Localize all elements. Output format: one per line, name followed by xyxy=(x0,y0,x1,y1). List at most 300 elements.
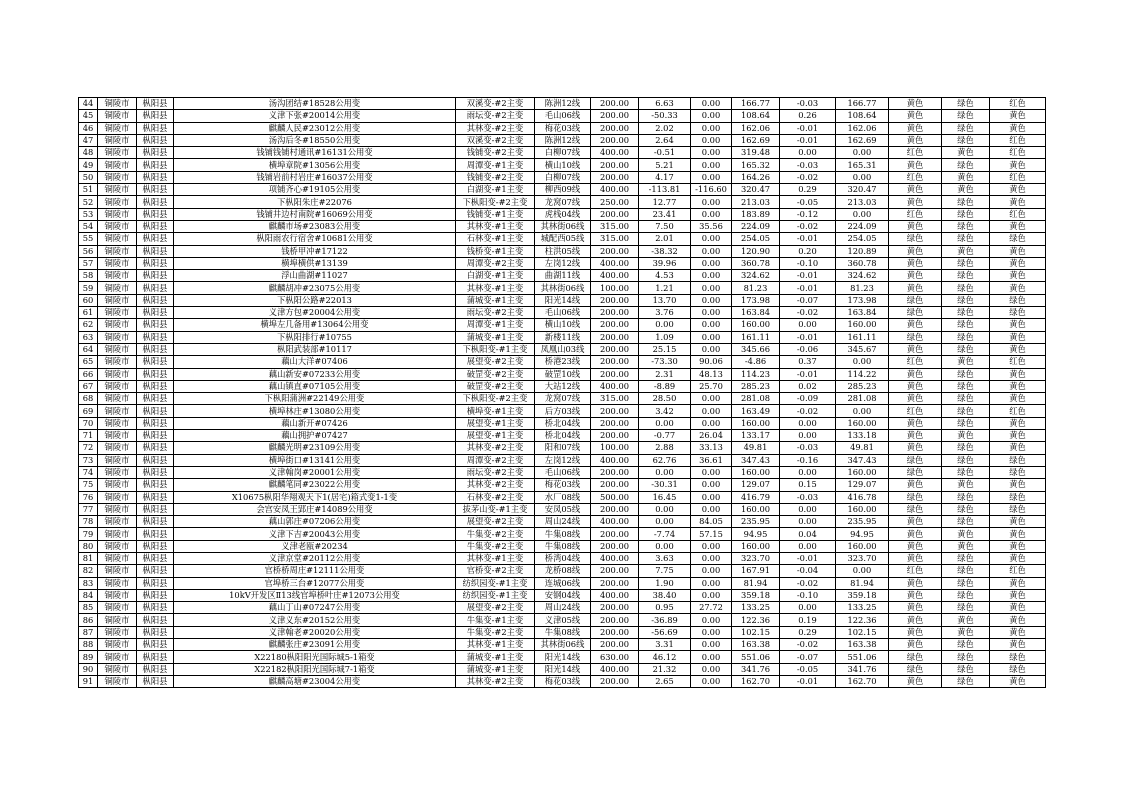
city-cell: 铜陵市 xyxy=(98,552,137,564)
county-cell: 枞阳县 xyxy=(137,282,174,294)
city-cell: 铜陵市 xyxy=(98,294,137,306)
county-cell: 枞阳县 xyxy=(137,639,174,651)
value-c-cell: 163.84 xyxy=(732,307,780,319)
transformer-name-cell: 藕山新开#07426 xyxy=(174,417,456,429)
status-3-cell: 黄色 xyxy=(990,393,1046,405)
status-1-cell: 黄色 xyxy=(889,245,942,257)
county-cell: 枞阳县 xyxy=(137,589,174,601)
substation-cell: 展望变-#2主变 xyxy=(456,516,535,528)
feeder-line-cell: 龙桥08线 xyxy=(535,565,591,577)
value-e-cell: 102.15 xyxy=(836,626,889,638)
table-row xyxy=(79,675,1046,687)
table-row xyxy=(79,171,1046,183)
value-e-cell: 359.18 xyxy=(836,589,889,601)
transformer-name-cell: 藕山大洋#07406 xyxy=(174,356,456,368)
status-2-cell: 黄色 xyxy=(942,184,990,196)
value-a-cell: 7.75 xyxy=(639,565,691,577)
value-b-cell: 0.00 xyxy=(691,343,732,355)
value-e-cell: 114.22 xyxy=(836,368,889,380)
capacity-cell: 400.00 xyxy=(591,552,639,564)
value-d-cell: 0.00 xyxy=(780,503,836,515)
transformer-name-cell: 义津下吉#20043公用变 xyxy=(174,528,456,540)
city-cell: 铜陵市 xyxy=(98,171,137,183)
value-b-cell: 48.13 xyxy=(691,368,732,380)
table-row xyxy=(79,577,1046,589)
status-2-cell: 绿色 xyxy=(942,466,990,478)
value-d-cell: -0.03 xyxy=(780,159,836,171)
city-cell: 铜陵市 xyxy=(98,184,137,196)
status-2-cell: 绿色 xyxy=(942,675,990,687)
status-1-cell: 黄色 xyxy=(889,110,942,122)
value-b-cell: 0.00 xyxy=(691,491,732,503)
value-b-cell: 0.00 xyxy=(691,663,732,675)
value-c-cell: 235.95 xyxy=(732,516,780,528)
value-e-cell: 81.23 xyxy=(836,282,889,294)
table-row xyxy=(79,233,1046,245)
row-index-cell: 73 xyxy=(79,454,98,466)
county-cell: 枞阳县 xyxy=(137,159,174,171)
status-3-cell: 黄色 xyxy=(990,639,1046,651)
status-1-cell: 黄色 xyxy=(889,614,942,626)
value-a-cell: 4.53 xyxy=(639,270,691,282)
county-cell: 枞阳县 xyxy=(137,393,174,405)
value-d-cell: -0.05 xyxy=(780,196,836,208)
value-d-cell: -0.01 xyxy=(780,282,836,294)
value-e-cell: 160.00 xyxy=(836,466,889,478)
row-index-cell: 50 xyxy=(79,171,98,183)
row-index-cell: 79 xyxy=(79,528,98,540)
value-d-cell: 0.37 xyxy=(780,356,836,368)
table-row xyxy=(79,245,1046,257)
status-2-cell: 黄色 xyxy=(942,528,990,540)
status-1-cell: 黄色 xyxy=(889,380,942,392)
row-index-cell: 54 xyxy=(79,220,98,232)
city-cell: 铜陵市 xyxy=(98,307,137,319)
feeder-line-cell: 柳西09线 xyxy=(535,184,591,196)
row-index-cell: 70 xyxy=(79,417,98,429)
row-index-cell: 69 xyxy=(79,405,98,417)
transformer-name-cell: 麒麟市场#23083公用变 xyxy=(174,220,456,232)
status-2-cell: 绿色 xyxy=(942,405,990,417)
capacity-cell: 400.00 xyxy=(591,380,639,392)
status-1-cell: 黄色 xyxy=(889,479,942,491)
value-a-cell: 39.96 xyxy=(639,257,691,269)
row-index-cell: 62 xyxy=(79,319,98,331)
feeder-line-cell: 陈洲12线 xyxy=(535,98,591,110)
county-cell: 枞阳县 xyxy=(137,626,174,638)
status-1-cell: 红色 xyxy=(889,147,942,159)
status-3-cell: 绿色 xyxy=(990,294,1046,306)
value-b-cell: 0.00 xyxy=(691,245,732,257)
row-index-cell: 66 xyxy=(79,368,98,380)
value-c-cell: 114.23 xyxy=(732,368,780,380)
status-2-cell: 黄色 xyxy=(942,171,990,183)
status-1-cell: 黄色 xyxy=(889,196,942,208)
value-d-cell: -0.03 xyxy=(780,98,836,110)
value-c-cell: 167.91 xyxy=(732,565,780,577)
county-cell: 枞阳县 xyxy=(137,516,174,528)
value-c-cell: 254.05 xyxy=(732,233,780,245)
value-d-cell: -0.04 xyxy=(780,565,836,577)
value-a-cell: -8.89 xyxy=(639,380,691,392)
value-d-cell: 0.29 xyxy=(780,184,836,196)
status-3-cell: 红色 xyxy=(990,134,1046,146)
city-cell: 铜陵市 xyxy=(98,602,137,614)
row-index-cell: 86 xyxy=(79,614,98,626)
value-e-cell: 160.00 xyxy=(836,503,889,515)
capacity-cell: 100.00 xyxy=(591,442,639,454)
substation-cell: 蒲城变-#1主变 xyxy=(456,331,535,343)
status-3-cell: 黄色 xyxy=(990,516,1046,528)
feeder-line-cell: 牛集08线 xyxy=(535,528,591,540)
capacity-cell: 200.00 xyxy=(591,159,639,171)
status-2-cell: 绿色 xyxy=(942,122,990,134)
value-b-cell: 0.00 xyxy=(691,405,732,417)
status-3-cell: 黄色 xyxy=(990,159,1046,171)
value-a-cell: 0.00 xyxy=(639,540,691,552)
feeder-line-cell: 阳光14线 xyxy=(535,651,591,663)
value-b-cell: 0.00 xyxy=(691,393,732,405)
status-1-cell: 黄色 xyxy=(889,540,942,552)
feeder-line-cell: 曲湖11线 xyxy=(535,270,591,282)
value-d-cell: -0.07 xyxy=(780,294,836,306)
value-e-cell: 163.84 xyxy=(836,307,889,319)
transformer-name-cell: 下枞阳蒲洲#22149公用变 xyxy=(174,393,456,405)
city-cell: 铜陵市 xyxy=(98,110,137,122)
value-a-cell: 0.00 xyxy=(639,503,691,515)
county-cell: 枞阳县 xyxy=(137,134,174,146)
status-1-cell: 黄色 xyxy=(889,602,942,614)
row-index-cell: 64 xyxy=(79,343,98,355)
value-e-cell: 416.78 xyxy=(836,491,889,503)
value-d-cell: -0.01 xyxy=(780,331,836,343)
county-cell: 枞阳县 xyxy=(137,245,174,257)
value-d-cell: 0.00 xyxy=(780,540,836,552)
value-b-cell: 0.00 xyxy=(691,589,732,601)
capacity-cell: 630.00 xyxy=(591,651,639,663)
value-b-cell: -116.60 xyxy=(691,184,732,196)
value-c-cell: 163.38 xyxy=(732,639,780,651)
status-3-cell: 绿色 xyxy=(990,663,1046,675)
table-row xyxy=(79,417,1046,429)
value-d-cell: 0.02 xyxy=(780,380,836,392)
value-a-cell: 1.90 xyxy=(639,577,691,589)
transformer-name-cell: 义津下张#20014公用变 xyxy=(174,110,456,122)
row-index-cell: 90 xyxy=(79,663,98,675)
city-cell: 铜陵市 xyxy=(98,233,137,245)
status-3-cell: 黄色 xyxy=(990,196,1046,208)
value-e-cell: 323.70 xyxy=(836,552,889,564)
value-d-cell: 0.00 xyxy=(780,147,836,159)
city-cell: 铜陵市 xyxy=(98,380,137,392)
value-c-cell: 281.08 xyxy=(732,393,780,405)
table-row xyxy=(79,516,1046,528)
value-b-cell: 27.72 xyxy=(691,602,732,614)
transformer-name-cell: 钱铺井边村南院#16069公用变 xyxy=(174,208,456,220)
value-e-cell: 165.31 xyxy=(836,159,889,171)
city-cell: 铜陵市 xyxy=(98,98,137,110)
transformer-name-cell: 麒麟胡冲#23075公用变 xyxy=(174,282,456,294)
substation-cell: 拔茅山变-#1主变 xyxy=(456,503,535,515)
table-row xyxy=(79,134,1046,146)
city-cell: 铜陵市 xyxy=(98,147,137,159)
value-a-cell: 21.32 xyxy=(639,663,691,675)
feeder-line-cell: 大站12线 xyxy=(535,380,591,392)
county-cell: 枞阳县 xyxy=(137,503,174,515)
row-index-cell: 57 xyxy=(79,257,98,269)
status-1-cell: 黄色 xyxy=(889,134,942,146)
capacity-cell: 400.00 xyxy=(591,663,639,675)
status-3-cell: 黄色 xyxy=(990,430,1046,442)
capacity-cell: 200.00 xyxy=(591,466,639,478)
substation-cell: 周潭变-#1主变 xyxy=(456,159,535,171)
feeder-line-cell: 其林街06线 xyxy=(535,639,591,651)
value-b-cell: 0.00 xyxy=(691,147,732,159)
status-2-cell: 绿色 xyxy=(942,307,990,319)
row-index-cell: 44 xyxy=(79,98,98,110)
value-b-cell: 0.00 xyxy=(691,257,732,269)
status-3-cell: 红色 xyxy=(990,405,1046,417)
row-index-cell: 81 xyxy=(79,552,98,564)
value-a-cell: -36.89 xyxy=(639,614,691,626)
value-a-cell: 3.31 xyxy=(639,639,691,651)
substation-cell: 牛集变-#2主变 xyxy=(456,540,535,552)
city-cell: 铜陵市 xyxy=(98,639,137,651)
value-b-cell: 0.00 xyxy=(691,651,732,663)
transformer-name-cell: 下枞阳排行#10755 xyxy=(174,331,456,343)
substation-cell: 石林变-#1主变 xyxy=(456,233,535,245)
capacity-cell: 400.00 xyxy=(591,589,639,601)
value-b-cell: 0.00 xyxy=(691,479,732,491)
county-cell: 枞阳县 xyxy=(137,577,174,589)
value-b-cell: 0.00 xyxy=(691,614,732,626)
capacity-cell: 200.00 xyxy=(591,639,639,651)
county-cell: 枞阳县 xyxy=(137,491,174,503)
city-cell: 铜陵市 xyxy=(98,663,137,675)
transformer-name-cell: 枞阳雨农行宿舍#10681公用变 xyxy=(174,233,456,245)
status-3-cell: 黄色 xyxy=(990,245,1046,257)
capacity-cell: 200.00 xyxy=(591,430,639,442)
status-1-cell: 黄色 xyxy=(889,639,942,651)
value-e-cell: 81.94 xyxy=(836,577,889,589)
substation-cell: 其林变-#1主变 xyxy=(456,282,535,294)
value-a-cell: 0.00 xyxy=(639,417,691,429)
table-row xyxy=(79,651,1046,663)
feeder-line-cell: 安凤05线 xyxy=(535,503,591,515)
transformer-name-cell: 会宫安凤王郢庄#14089公用变 xyxy=(174,503,456,515)
feeder-line-cell: 桥北04线 xyxy=(535,417,591,429)
capacity-cell: 400.00 xyxy=(591,257,639,269)
substation-cell: 其林变-#2主变 xyxy=(456,479,535,491)
value-d-cell: -0.06 xyxy=(780,343,836,355)
value-b-cell: 0.00 xyxy=(691,626,732,638)
table-row xyxy=(79,393,1046,405)
feeder-line-cell: 牛集08线 xyxy=(535,626,591,638)
value-d-cell: 0.00 xyxy=(780,516,836,528)
table-row xyxy=(79,454,1046,466)
city-cell: 铜陵市 xyxy=(98,196,137,208)
transformer-name-cell: 枞阳武装部#10117 xyxy=(174,343,456,355)
transformer-name-cell: 下枞阳公路#22013 xyxy=(174,294,456,306)
value-c-cell: 160.00 xyxy=(732,466,780,478)
table-row xyxy=(79,479,1046,491)
county-cell: 枞阳县 xyxy=(137,184,174,196)
value-d-cell: -0.10 xyxy=(780,257,836,269)
value-b-cell: 90.06 xyxy=(691,356,732,368)
row-index-cell: 56 xyxy=(79,245,98,257)
capacity-cell: 200.00 xyxy=(591,331,639,343)
capacity-cell: 200.00 xyxy=(591,134,639,146)
value-a-cell: 3.42 xyxy=(639,405,691,417)
table-row xyxy=(79,663,1046,675)
status-3-cell: 黄色 xyxy=(990,257,1046,269)
status-2-cell: 绿色 xyxy=(942,577,990,589)
value-e-cell: 285.23 xyxy=(836,380,889,392)
status-1-cell: 黄色 xyxy=(889,516,942,528)
value-a-cell: 25.15 xyxy=(639,343,691,355)
row-index-cell: 84 xyxy=(79,589,98,601)
value-e-cell: 0.00 xyxy=(836,356,889,368)
status-2-cell: 绿色 xyxy=(942,552,990,564)
county-cell: 枞阳县 xyxy=(137,122,174,134)
substation-cell: 白湖变-#1主变 xyxy=(456,184,535,196)
feeder-line-cell: 后方03线 xyxy=(535,405,591,417)
transformer-name-cell: 藕山郭庄#07206公用变 xyxy=(174,516,456,528)
value-c-cell: 285.23 xyxy=(732,380,780,392)
value-e-cell: 161.11 xyxy=(836,331,889,343)
value-b-cell: 0.00 xyxy=(691,552,732,564)
transformer-name-cell: 义津义东#20152公用变 xyxy=(174,614,456,626)
status-2-cell: 绿色 xyxy=(942,380,990,392)
status-2-cell: 绿色 xyxy=(942,233,990,245)
status-2-cell: 绿色 xyxy=(942,159,990,171)
city-cell: 铜陵市 xyxy=(98,331,137,343)
city-cell: 铜陵市 xyxy=(98,651,137,663)
substation-cell: 横埠变-#1主变 xyxy=(456,405,535,417)
substation-cell: 其林变-#1主变 xyxy=(456,552,535,564)
status-3-cell: 黄色 xyxy=(990,614,1046,626)
status-3-cell: 黄色 xyxy=(990,343,1046,355)
value-c-cell: -4.86 xyxy=(732,356,780,368)
status-3-cell: 绿色 xyxy=(990,651,1046,663)
status-1-cell: 红色 xyxy=(889,208,942,220)
value-a-cell: 2.02 xyxy=(639,122,691,134)
status-3-cell: 黄色 xyxy=(990,220,1046,232)
value-e-cell: 254.05 xyxy=(836,233,889,245)
status-1-cell: 绿色 xyxy=(889,503,942,515)
feeder-line-cell: 柱洪05线 xyxy=(535,245,591,257)
value-b-cell: 0.00 xyxy=(691,270,732,282)
status-3-cell: 红色 xyxy=(990,208,1046,220)
feeder-line-cell: 白柳07线 xyxy=(535,171,591,183)
substation-cell: 展望变-#2主变 xyxy=(456,602,535,614)
capacity-cell: 200.00 xyxy=(591,565,639,577)
feeder-line-cell: 横山10线 xyxy=(535,159,591,171)
row-index-cell: 59 xyxy=(79,282,98,294)
capacity-cell: 200.00 xyxy=(591,528,639,540)
transformer-name-cell: 横埠林庄#13080公用变 xyxy=(174,405,456,417)
value-d-cell: 0.00 xyxy=(780,466,836,478)
city-cell: 铜陵市 xyxy=(98,491,137,503)
city-cell: 铜陵市 xyxy=(98,356,137,368)
substation-cell: 破罡变-#2主变 xyxy=(456,368,535,380)
status-3-cell: 绿色 xyxy=(990,503,1046,515)
substation-cell: 蒲城变-#1主变 xyxy=(456,294,535,306)
value-b-cell: 0.00 xyxy=(691,233,732,245)
transformer-name-cell: 官埠桥三台#12077公用变 xyxy=(174,577,456,589)
value-b-cell: 57.15 xyxy=(691,528,732,540)
value-b-cell: 36.61 xyxy=(691,454,732,466)
value-d-cell: 0.00 xyxy=(780,602,836,614)
feeder-line-cell: 毛山06线 xyxy=(535,110,591,122)
value-a-cell: 3.76 xyxy=(639,307,691,319)
row-index-cell: 46 xyxy=(79,122,98,134)
value-b-cell: 0.00 xyxy=(691,675,732,687)
feeder-line-cell: 周山24线 xyxy=(535,602,591,614)
value-a-cell: 0.00 xyxy=(639,319,691,331)
table-row xyxy=(79,552,1046,564)
status-1-cell: 绿色 xyxy=(889,294,942,306)
value-a-cell: -30.31 xyxy=(639,479,691,491)
value-e-cell: 162.70 xyxy=(836,675,889,687)
value-a-cell: 6.63 xyxy=(639,98,691,110)
capacity-cell: 400.00 xyxy=(591,270,639,282)
value-e-cell: 160.00 xyxy=(836,540,889,552)
value-b-cell: 0.00 xyxy=(691,98,732,110)
substation-cell: 展望变-#1主变 xyxy=(456,430,535,442)
table-row xyxy=(79,626,1046,638)
substation-cell: 牛集变-#2主变 xyxy=(456,528,535,540)
value-a-cell: -56.69 xyxy=(639,626,691,638)
value-e-cell: 166.77 xyxy=(836,98,889,110)
status-2-cell: 绿色 xyxy=(942,602,990,614)
capacity-cell: 200.00 xyxy=(591,122,639,134)
transformer-name-cell: 横埠横供#13139 xyxy=(174,257,456,269)
value-e-cell: 94.95 xyxy=(836,528,889,540)
substation-cell: 石林变-#2主变 xyxy=(456,491,535,503)
city-cell: 铜陵市 xyxy=(98,417,137,429)
value-b-cell: 0.00 xyxy=(691,294,732,306)
transformer-name-cell: 10kV开发区Ⅱ13线官埠桥叶庄#12073公用变 xyxy=(174,589,456,601)
capacity-cell: 200.00 xyxy=(591,479,639,491)
feeder-line-cell: 安钢04线 xyxy=(535,589,591,601)
status-1-cell: 绿色 xyxy=(889,331,942,343)
county-cell: 枞阳县 xyxy=(137,479,174,491)
status-2-cell: 绿色 xyxy=(942,110,990,122)
value-b-cell: 0.00 xyxy=(691,159,732,171)
row-index-cell: 48 xyxy=(79,147,98,159)
row-index-cell: 85 xyxy=(79,602,98,614)
capacity-cell: 200.00 xyxy=(591,294,639,306)
capacity-cell: 200.00 xyxy=(591,307,639,319)
city-cell: 铜陵市 xyxy=(98,159,137,171)
value-a-cell: 46.12 xyxy=(639,651,691,663)
row-index-cell: 91 xyxy=(79,675,98,687)
county-cell: 枞阳县 xyxy=(137,307,174,319)
status-3-cell: 黄色 xyxy=(990,270,1046,282)
status-2-cell: 绿色 xyxy=(942,393,990,405)
value-d-cell: 0.20 xyxy=(780,245,836,257)
capacity-cell: 200.00 xyxy=(591,245,639,257)
value-b-cell: 84.05 xyxy=(691,516,732,528)
table-body xyxy=(79,98,1046,688)
status-2-cell: 绿色 xyxy=(942,442,990,454)
transformer-name-cell: 麒麟人民#23012公用变 xyxy=(174,122,456,134)
county-cell: 枞阳县 xyxy=(137,540,174,552)
value-a-cell: -7.74 xyxy=(639,528,691,540)
value-c-cell: 120.90 xyxy=(732,245,780,257)
status-1-cell: 黄色 xyxy=(889,442,942,454)
